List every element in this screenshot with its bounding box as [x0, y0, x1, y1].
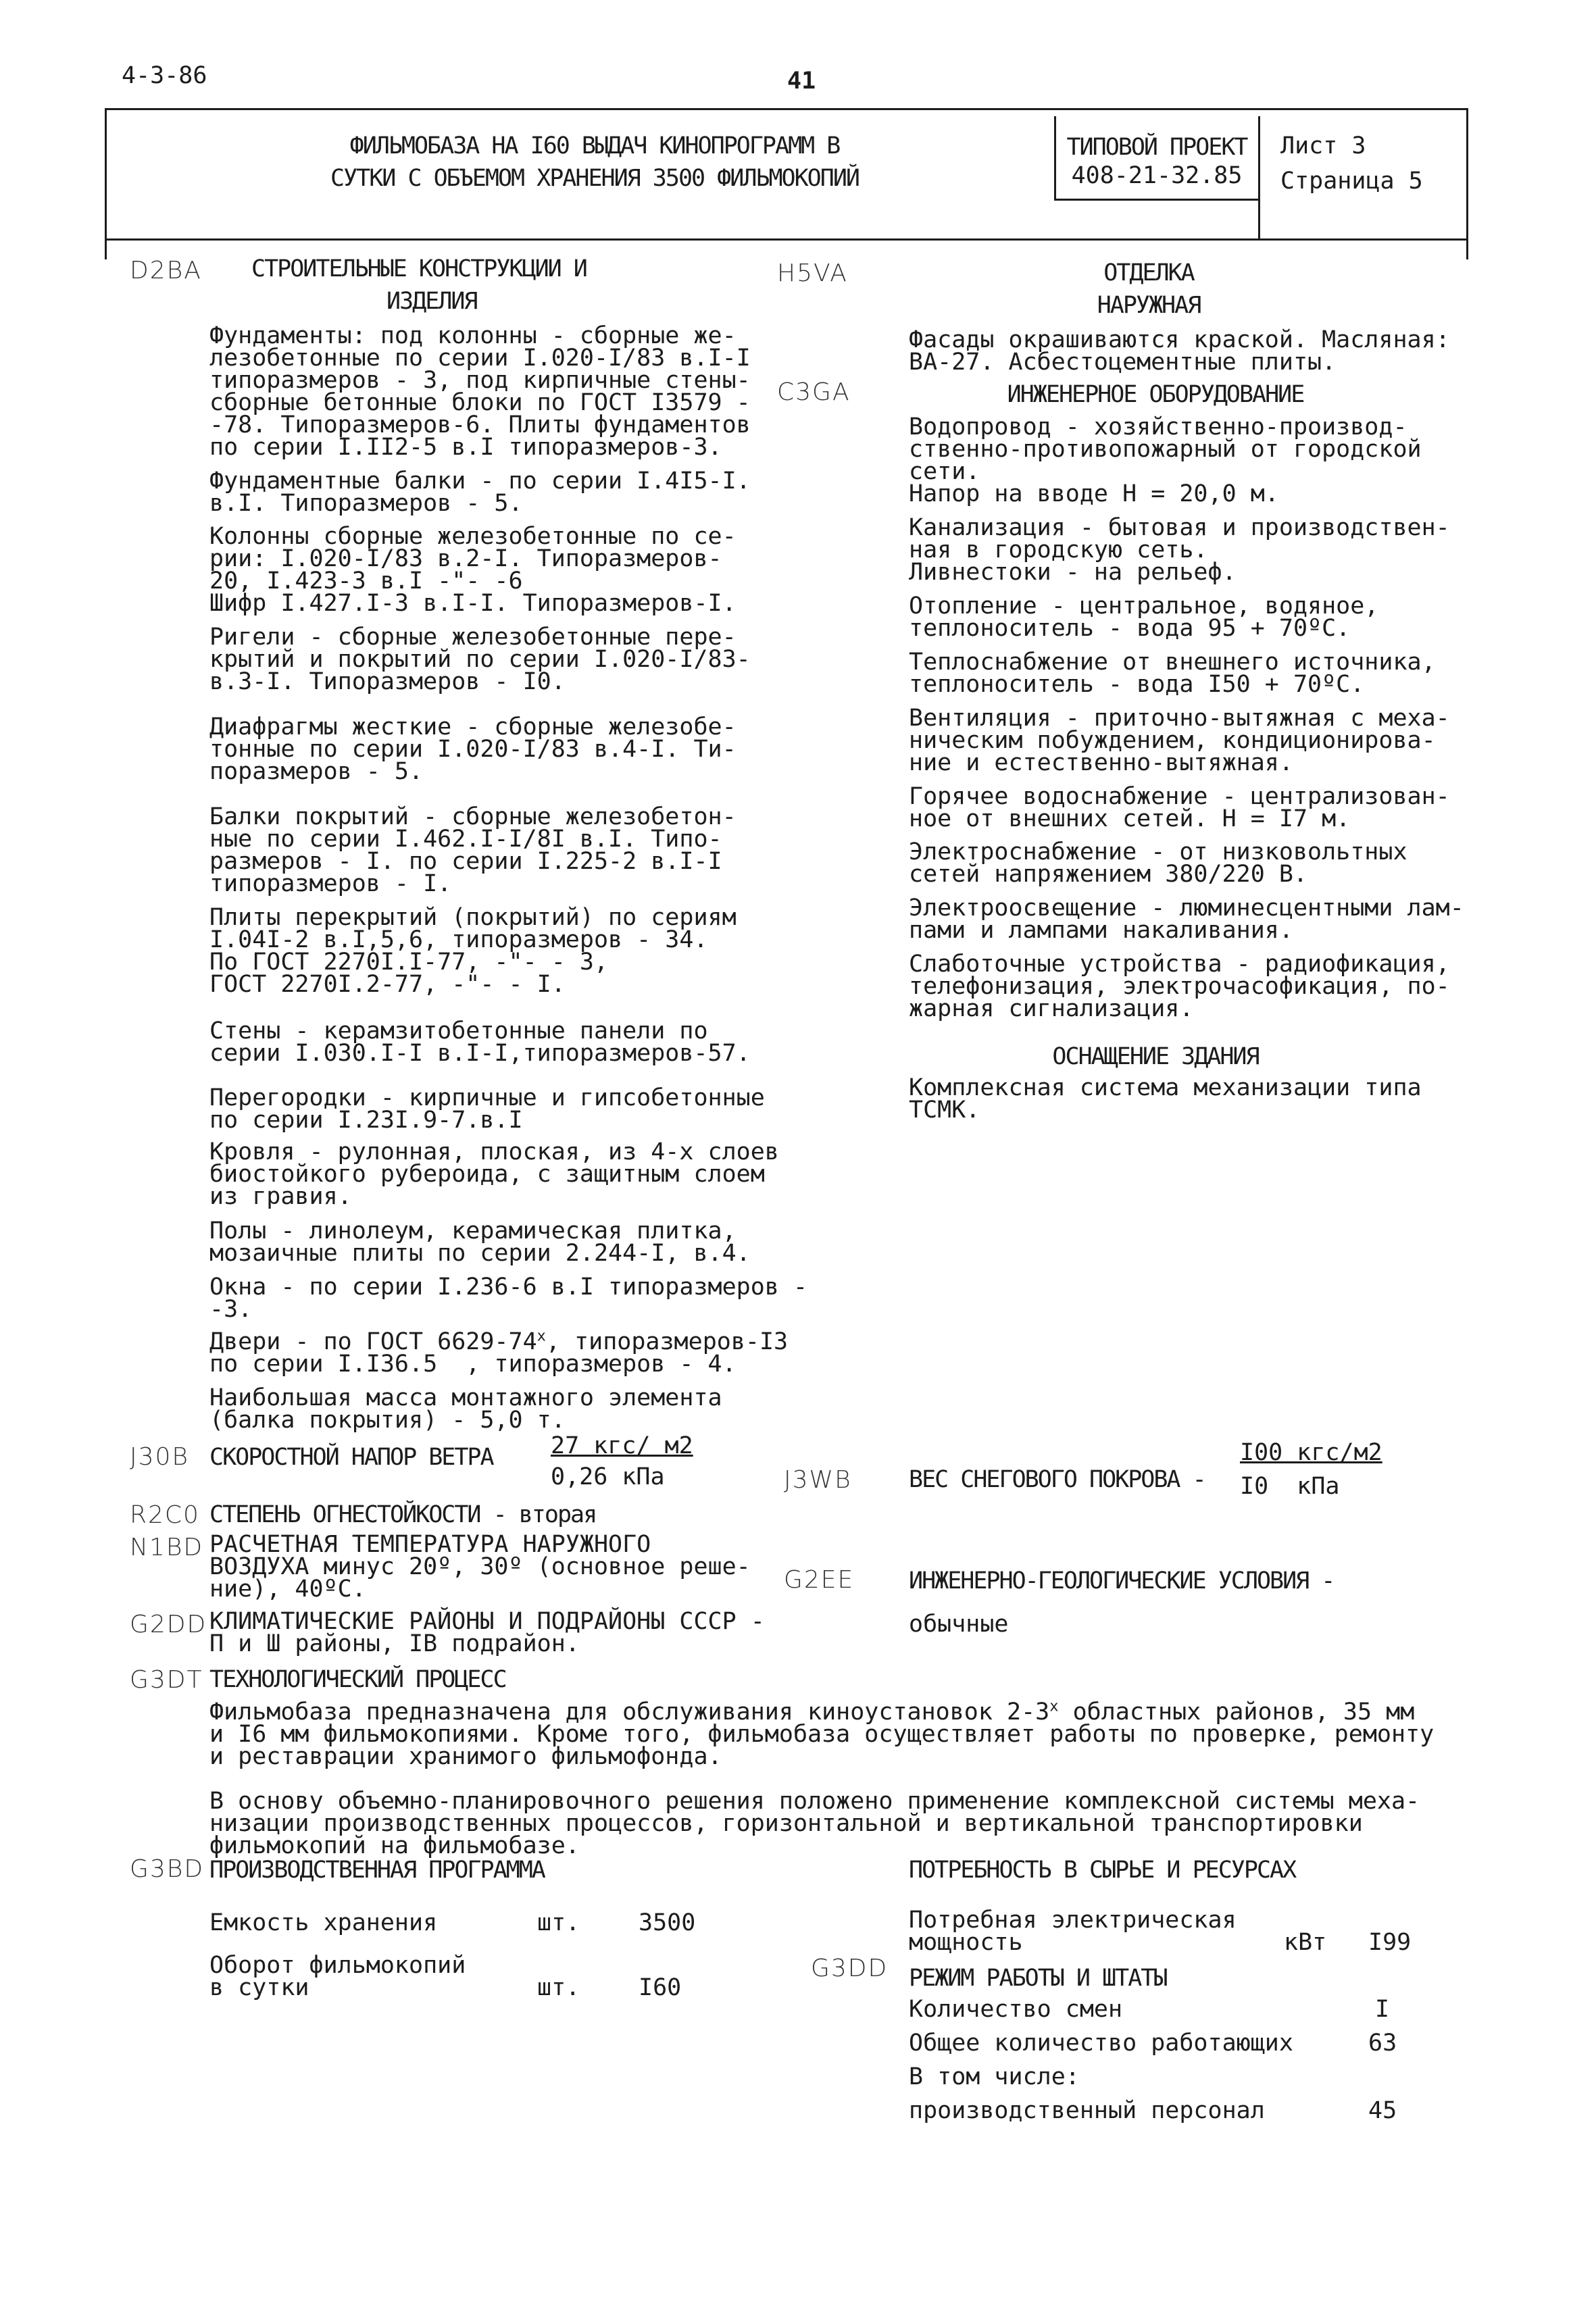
header-left-border [105, 108, 107, 241]
work-mode-heading: РЕЖИМ РАБОТЫ И ШТАТЫ [909, 1965, 1167, 1992]
code-wind: J30B [130, 1443, 189, 1471]
equipment-heading: ОСНАЩЕНИЕ ЗДАНИЯ [1052, 1043, 1259, 1070]
program-row-label: Емкость хранения [209, 1909, 438, 1936]
wind-value-kgs: 27 кгс/ м2 [551, 1432, 693, 1459]
header-bottom-border [105, 238, 1468, 241]
crossbars-text: Ригели - сборные железобетонные пере- крытий и покрытий по серии I.020-I/83- в.3-I. Типоразмеров - I0. [209, 624, 751, 695]
project-number: 408-21-32.85 [1071, 162, 1243, 189]
power-demand-label: Потребная электрическая мощность [909, 1907, 1237, 1956]
page-label: Страница 5 [1280, 168, 1423, 195]
foundation-beams-text: Фундаментные балки - по серии I.4I5-I. в.I. Типоразмеров - 5. [209, 468, 751, 517]
foundations-text: Фундаменты: под колонны - сборные же- лезобетонные по серии I.020-I/83 в.I-I типоразмеров - 3, под кирпичные стены- сборные бетонные блоки по ГОСТ I3579 - -78. Типоразмеров-6. Плиты фундаментов по серии I.II2-5 в.I типоразмеров-3. [209, 322, 751, 461]
power-demand-value: I99 [1368, 1929, 1412, 1956]
power-demand-unit: кВт [1284, 1929, 1327, 1956]
geology-label: ИНЖЕНЕРНО-ГЕОЛОГИЧЕСКИЕ УСЛОВИЯ - [909, 1567, 1335, 1594]
page-number: 41 [787, 68, 816, 95]
staff-row-value: 45 [1368, 2097, 1397, 2124]
staff-row-value: I [1375, 1996, 1390, 2023]
staff-row-label: Количество смен [909, 1996, 1123, 2023]
body-left-border [105, 241, 107, 259]
staff-row-label: производственный персонал [909, 2097, 1265, 2124]
program-row-value: 3500 [639, 1909, 696, 1936]
snow-value-kgs: I00 кгс/м2 [1240, 1439, 1382, 1466]
header-right-border [1466, 108, 1468, 241]
project-label: ТИПОВОЙ ПРОЕКТ [1066, 134, 1247, 161]
header-divider-2 [1258, 116, 1260, 241]
code-structures: D2BA [130, 257, 202, 284]
walls-text: Стены - керамзитобетонные панели по серии I.030.I-I в.I-I,типоразмеров-57. [209, 1017, 751, 1067]
floors-text: Полы - линолеум, керамическая плитка, мозаичные плиты по серии 2.244-I, в.4. [209, 1217, 751, 1267]
hot-water-text: Горячее водоснабжение - централизован- ное от внешних сетей. Н = I7 м. [909, 783, 1450, 832]
header-divider-3 [1054, 199, 1258, 201]
process-paragraph-1-b: областных районов, 35 мм [1058, 1699, 1415, 1726]
body-right-border [1466, 241, 1468, 259]
doors-text-line2: по серии I.I36.5 , типоразмеров - 4. [209, 1351, 737, 1378]
fire-resistance-text: СТЕПЕНЬ ОГНЕСТОЙКОСТИ - вторая [209, 1501, 597, 1528]
snow-value-kpa: I0 кПа [1240, 1473, 1340, 1500]
code-fire: R2C0 [130, 1501, 200, 1529]
process-paragraph-1-a: Фильмобаза предназначена для обслуживания киноустановок 2-3 [209, 1699, 1050, 1726]
columns-text: Колонны сборные железобетонные по се- рии: I.020-I/83 в.2-I. Типоразмеров- 20, I.423-3 в.I -"- -6 Шифр I.427.I-3 в.I-I. Типоразмеров-I. [209, 523, 737, 617]
windows-text: Окна - по серии I.236-6 в.I типоразмеров - -3. [209, 1274, 808, 1323]
design-temperature-text: РАСЧЕТНАЯ ТЕМПЕРАТУРА НАРУЖНОГО ВОЗДУХА минус 20º, 30º (основное реше- ние), 40ºС. [209, 1531, 751, 1603]
lighting-text: Электроосвещение - люминесцентными лам- пами и лампами накаливания. [909, 895, 1464, 944]
resources-heading: ПОТРЕБНОСТЬ В СЫРЬЕ И РЕСУРСАХ [909, 1857, 1296, 1884]
staff-row-label: В том числе: [909, 2063, 1080, 2090]
wind-value-kpa: 0,26 кПа [551, 1463, 665, 1490]
program-row-label: Оборот фильмокопий в сутки [209, 1952, 466, 2001]
water-supply-text: Водопровод - хозяйственно-производ- ственно-противопожарный от городской сети. Напор на вводе Н = 20,0 м. [909, 413, 1422, 507]
program-row-unit: шт. [537, 1909, 580, 1936]
slabs-text: Плиты перекрытий (покрытий) по сериям I.04I-2 в.I,5,6, типоразмеров - 34. По ГОСТ 2270I.I-77, -"- - 3, ГОСТ 2270I.2-77, -"- - I. [209, 904, 737, 998]
process-heading: ТЕХНОЛОГИЧЕСКИЙ ПРОЦЕСС [209, 1666, 506, 1693]
doors-text-b: , типоразмеров-I3 [545, 1328, 789, 1355]
engineering-heading: ИНЖЕНЕРНОЕ ОБОРУДОВАНИЕ [1007, 381, 1304, 408]
structures-heading-1: СТРОИТЕЛЬНЫЕ КОНСТРУКЦИИ И [251, 255, 587, 282]
low-current-text: Слаботочные устройства - радиофикация, телефонизация, электрочасофикация, по- жарная сигнализация. [909, 951, 1450, 1022]
finish-heading-1: ОТДЕЛКА [1103, 259, 1194, 286]
finish-heading-2: НАРУЖНАЯ [1097, 292, 1201, 319]
staff-row-value: 63 [1368, 2030, 1397, 2057]
header-title-line2: СУТКИ С ОБЪЕМОМ ХРАНЕНИЯ 3500 ФИЛЬМОКОПИЙ [330, 165, 859, 192]
equipment-text: Комплексная система механизации типа ТСМК. [909, 1074, 1422, 1124]
header-title-line1: ФИЛЬМОБАЗА НА I60 ВЫДАЧ КИНОПРОГРАММ В [349, 132, 840, 159]
process-paragraph-1-sup: х [1049, 1698, 1059, 1715]
diaphragms-text: Диафрагмы жесткие - сборные железобе- тонные по серии I.020-I/83 в.4-I. Ти- поразмеров - 5. [209, 713, 737, 785]
structures-heading-2: ИЗДЕЛИЯ [386, 288, 477, 315]
code-program: G3BD [130, 1855, 205, 1883]
roof-beams-text: Балки покрытий - сборные железобетон- ные по серии I.462.I-I/8I в.I. Типо- размеров - I. по серии I.225-2 в.I-I типоразмеров - I. [209, 803, 737, 897]
roofing-text: Кровля - рулонная, плоская, из 4-х слоев биостойкого рубероида, с защитным слоем из гравия. [209, 1138, 779, 1210]
code-process: G3DT [130, 1666, 203, 1694]
heating-text: Отопление - центральное, водяное, теплоноситель - вода 95 + 70ºС. [909, 593, 1379, 642]
staff-row-label: Общее количество работающих [909, 2030, 1293, 2057]
wind-label: СКОРОСТНОЙ НАПОР ВЕТРА [209, 1444, 493, 1471]
doors-text-a: Двери - по ГОСТ 6629-74 [209, 1328, 537, 1355]
code-finish: H5VA [777, 259, 848, 287]
document-code: 4-3-86 [122, 62, 207, 89]
code-temp: N1BD [130, 1534, 204, 1561]
sewerage-text: Канализация - бытовая и производствен- ная в городскую сеть. Ливнестоки - на рельеф. [909, 514, 1450, 586]
ventilation-text: Вентиляция - приточно-вытяжная с меха- ническим побуждением, кондиционирова- ние и естественно-вытяжная. [909, 705, 1450, 776]
doors-text-sup: х [537, 1328, 546, 1345]
program-row-unit: шт. [537, 1974, 580, 2001]
code-work: G3DD [811, 1955, 889, 1982]
program-row-value: I60 [639, 1974, 682, 2001]
header-top-border [105, 108, 1468, 110]
max-mass-text: Наибольшая масса монтажного элемента (балка покрытия) - 5,0 т. [209, 1384, 722, 1434]
code-geo: G2EE [784, 1566, 855, 1594]
code-snow: J3WB [784, 1466, 852, 1494]
sheet-label: Лист 3 [1280, 132, 1366, 159]
climate-regions-text: КЛИМАТИЧЕСКИЕ РАЙОНЫ И ПОДРАЙОНЫ СССР - П и Ш районы, IВ подрайон. [209, 1608, 765, 1657]
snow-label: ВЕС СНЕГОВОГО ПОКРОВА - [909, 1466, 1205, 1493]
facades-text: Фасады окрашиваются краской. Масляная: ВА-27. Асбестоцементные плиты. [909, 326, 1450, 376]
header-divider-1 [1054, 116, 1056, 200]
geology-value: обычные [909, 1611, 1009, 1638]
code-climate: G2DD [130, 1611, 207, 1638]
code-engineering: C3GA [777, 378, 851, 406]
process-paragraph-2: В основу объемно-планировочного решения положено применение комплексной системы меха- низации производственных процессов, горизонтальной и вертикальной транспортировки фильмокопий на фильмобазе. [209, 1788, 1420, 1859]
partitions-text: Перегородки - кирпичные и гипсобетонные по серии I.23I.9-7.в.I [209, 1084, 765, 1134]
heat-supply-text: Теплоснабжение от внешнего источника, теплоноситель - вода I50 + 70ºС. [909, 649, 1436, 698]
program-heading: ПРОИЗВОДСТВЕННАЯ ПРОГРАММА [209, 1857, 545, 1884]
process-paragraph-1-rest: и I6 мм фильмокопиями. Кроме того, фильмобаза осуществляет работы по проверке, ремонту и реставрации хранимого фильмофонда. [209, 1721, 1435, 1770]
power-supply-text: Электроснабжение - от низковольтных сетей напряжением 380/220 В. [909, 838, 1407, 888]
